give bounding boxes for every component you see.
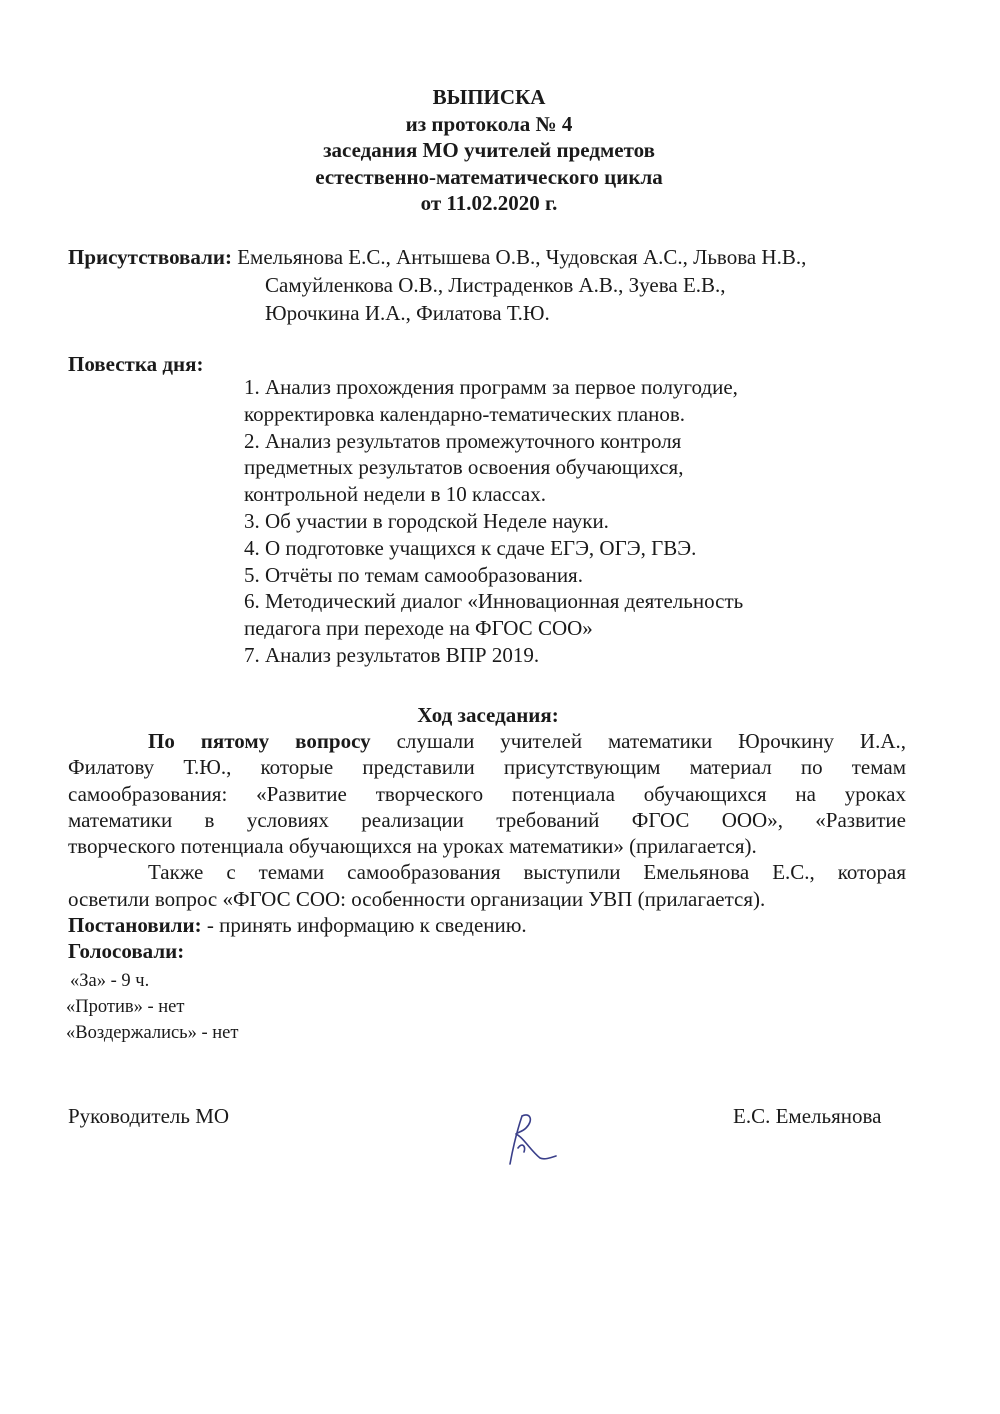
agenda-item: 6. Методический диалог «Инновационная деятельность xyxy=(244,589,744,614)
agenda-item: 1. Анализ прохождения программ за первое полугодие, xyxy=(244,375,738,399)
paragraph-line: По пятому вопросу слушали учителей математики Юрочкину И.А., xyxy=(148,729,906,753)
agenda-list xyxy=(244,374,743,669)
question-lead: По пятому вопросу xyxy=(148,729,371,753)
agenda-item: 3. Об участии в городской Неделе науки. xyxy=(244,508,609,533)
document-header xyxy=(0,84,978,217)
proceedings-body xyxy=(68,728,906,965)
proceedings-title: Ход заседания: xyxy=(417,703,559,727)
vote-abstained: «Воздержались» - нет xyxy=(66,1023,239,1043)
agenda-item: педагога при переходе на ФГОС СОО» xyxy=(244,616,593,641)
paragraph-line: Филатову Т.Ю., которые представили присутствующим материал по темам xyxy=(68,755,906,780)
attendees-line: Юрочкина И.А., Филатова Т.Ю. xyxy=(265,301,550,325)
attendees-block xyxy=(68,243,806,327)
document-title: ВЫПИСКА xyxy=(432,85,546,109)
paragraph-line: самообразования: «Развитие творческого потенциала обучающихся на уроках xyxy=(68,781,906,806)
paragraph-line: математики в условиях реализации требований ФГОС ООО», «Развитие xyxy=(68,807,906,832)
agenda-item: контрольной недели в 10 классах. xyxy=(244,482,546,507)
votes-block xyxy=(66,968,238,1046)
meeting-date: от 11.02.2020 г. xyxy=(420,191,558,215)
attendees-line: Самуйленкова О.В., Листраденков А.В., Зуева Е.В., xyxy=(265,273,726,297)
agenda-item: предметных результатов освоения обучающихся, xyxy=(244,455,684,480)
meeting-cycle: естественно-математического цикла xyxy=(315,164,663,189)
agenda-item: 2. Анализ результатов промежуточного контроля xyxy=(244,428,682,453)
agenda-item: корректировка календарно-тематических планов. xyxy=(244,401,686,426)
signature-icon xyxy=(500,1108,560,1168)
signatory-position: Руководитель МО xyxy=(68,1104,230,1128)
decision-text: - принять информацию к сведению. xyxy=(206,913,527,938)
voted-label: Голосовали: xyxy=(68,939,185,964)
paragraph-line: осветили вопрос «ФГОС СОО: особенности организации УВП (прилагается). xyxy=(68,886,766,911)
agenda-label: Повестка дня: xyxy=(68,352,204,376)
agenda-item: 4. О подготовке учащихся к сдаче ЕГЭ, ОГЭ, ГВЭ. xyxy=(244,535,697,560)
attendees-label: Присутствовали: xyxy=(68,245,232,269)
paragraph-line: творческого потенциала обучающихся на уроках математики» (прилагается). xyxy=(68,834,757,859)
agenda-item: 5. Отчёты по темам самообразования. xyxy=(244,562,583,587)
decision-label: Постановили: xyxy=(68,913,202,938)
protocol-number: из протокола № 4 xyxy=(405,111,573,136)
decision-line xyxy=(68,912,906,938)
paragraph-line: Также с темами самообразования выступили Емельянова Е.С., которая xyxy=(148,860,906,885)
meeting-name: заседания МО учителей предметов xyxy=(323,138,655,162)
vote-against: «Против» - нет xyxy=(66,997,185,1017)
vote-for: «За» - 9 ч. xyxy=(70,971,150,991)
signatory-name: Е.С. Емельянова xyxy=(733,1104,882,1128)
agenda-item: 7. Анализ результатов ВПР 2019. xyxy=(244,642,540,667)
attendees-line: Емельянова Е.С., Антышева О.В., Чудовская А.С., Львова Н.В., xyxy=(237,245,807,269)
